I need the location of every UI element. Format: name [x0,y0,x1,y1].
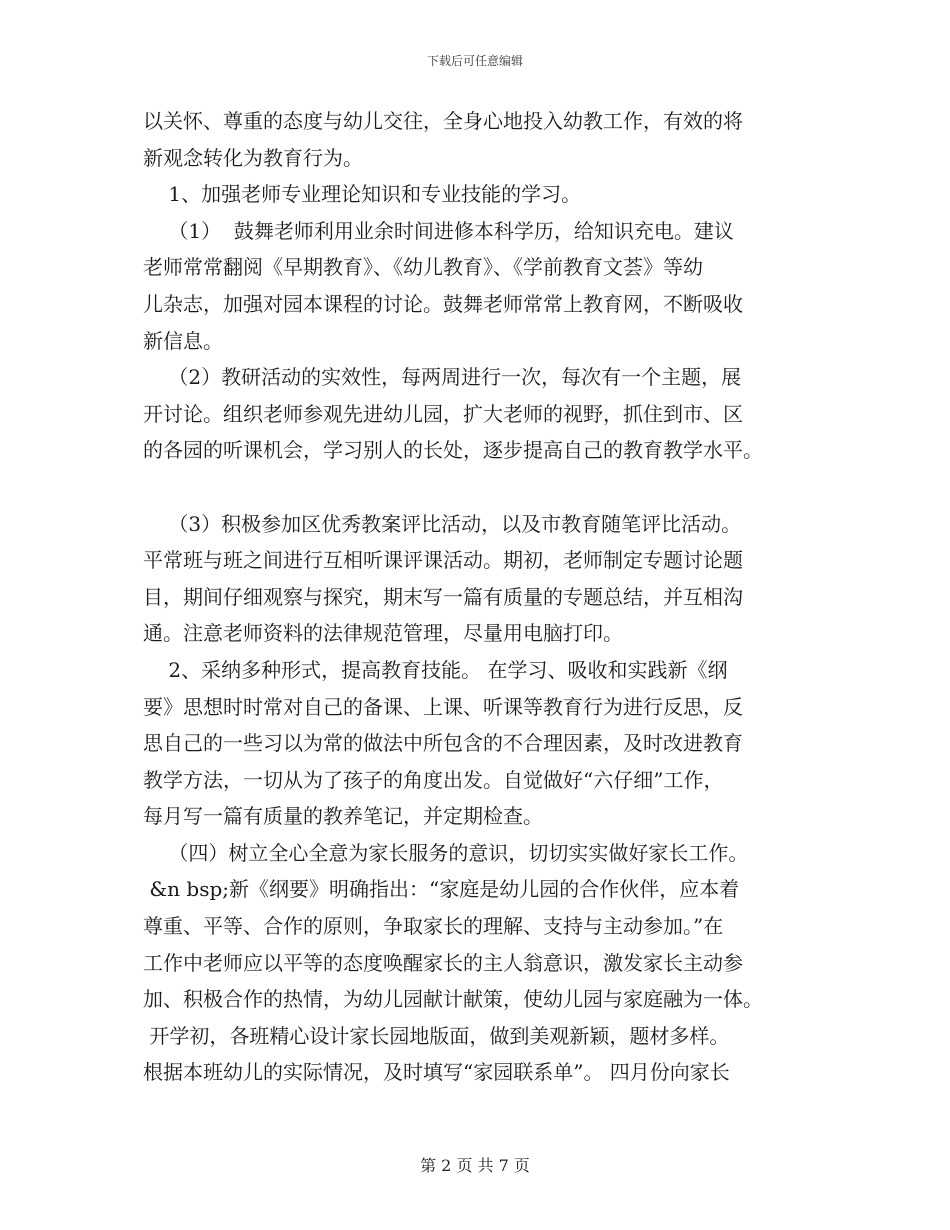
document-body [143,103,813,1091]
text-line: （3）积极参加区优秀教案评比活动，以及市教育随笔评比活动。 [143,511,742,536]
text-line: 教学方法，一切从为了孩子的角度出发。自觉做好“六仔细”工作， [143,767,724,792]
text-line: 思自己的一些习以为常的做法中所包含的不合理因素，及时改进教育 [143,731,743,756]
text-line: （四）树立全心全意为家长服务的意识，切切实实做好家长工作。 [143,840,749,865]
paragraph-gap [143,469,813,506]
text-line: 开学初，各班精心设计家长园地版面，做到美观新颖，题材多样。 [143,1023,730,1048]
text-line: 老师常常翻阅《早期教育》、《幼儿教育》、《学前教育文荟》等幼 [143,255,703,280]
text-line: 新观念转化为教育行为。 [143,145,363,170]
text-line: 开讨论。组织老师参观先进幼儿园，扩大老师的视野，抓住到市、区 [143,401,743,426]
text-line: &n bsp;新《纲要》明确指出：“家庭是幼儿园的合作伙伴，应本着 [143,877,740,902]
text-line: 要》思想时时常对自己的备课、上课、听课等教育行为进行反思，反 [143,694,743,719]
text-line: 尊重、平等、合作的原则，争取家长的理解、支持与主动参加。”在 [143,914,724,939]
text-line: 以关怀、尊重的态度与幼儿交往，全身心地投入幼教工作，有效的将 [143,109,743,133]
text-line: 加、积极合作的热情，为幼儿园献计献策，使幼儿园与家庭融为一体。 [143,987,763,1012]
text-line: 通。注意老师资料的法律规范管理，尽量用电脑打印。 [143,621,623,646]
text-line: （2）教研活动的实效性，每两周进行一次，每次有一个主题，展 [143,365,742,390]
text-line: （1） 鼓舞老师利用业余时间进修本科学历，给知识充电。建议 [143,218,734,243]
text-line: 的各园的听课机会，学习别人的长处，逐步提高自己的教育教学水平。 [143,438,763,463]
text-line: 每月写一篇有质量的教养笔记，并定期检查。 [143,804,543,829]
text-line: 目，期间仔细观察与探究，期末写一篇有质量的专题总结，并互相沟 [143,584,743,609]
text-line: 儿杂志，加强对园本课程的讨论。鼓舞老师常常上教育网，不断吸收 [143,291,743,316]
page-header: 下载后可任意编辑 [426,54,523,68]
page-number-footer: 第 2 页 共 7 页 [420,1156,530,1175]
text-line: 2、采纳多种形式，提高教育技能。 在学习、吸收和实践新《纲 [143,657,728,682]
text-line: 工作中老师应以平等的态度唤醒家长的主人翁意识，激发家长主动参 [143,950,743,975]
text-line: 根据本班幼儿的实际情况，及时填写“家园联系单”。 四月份向家长 [143,1060,730,1085]
text-line: 平常班与班之间进行互相听课评课活动。期初，老师制定专题讨论题 [143,548,743,573]
text-line: 1、加强老师专业理论知识和专业技能的学习。 [143,182,582,207]
text-line: 新信息。 [143,328,223,353]
